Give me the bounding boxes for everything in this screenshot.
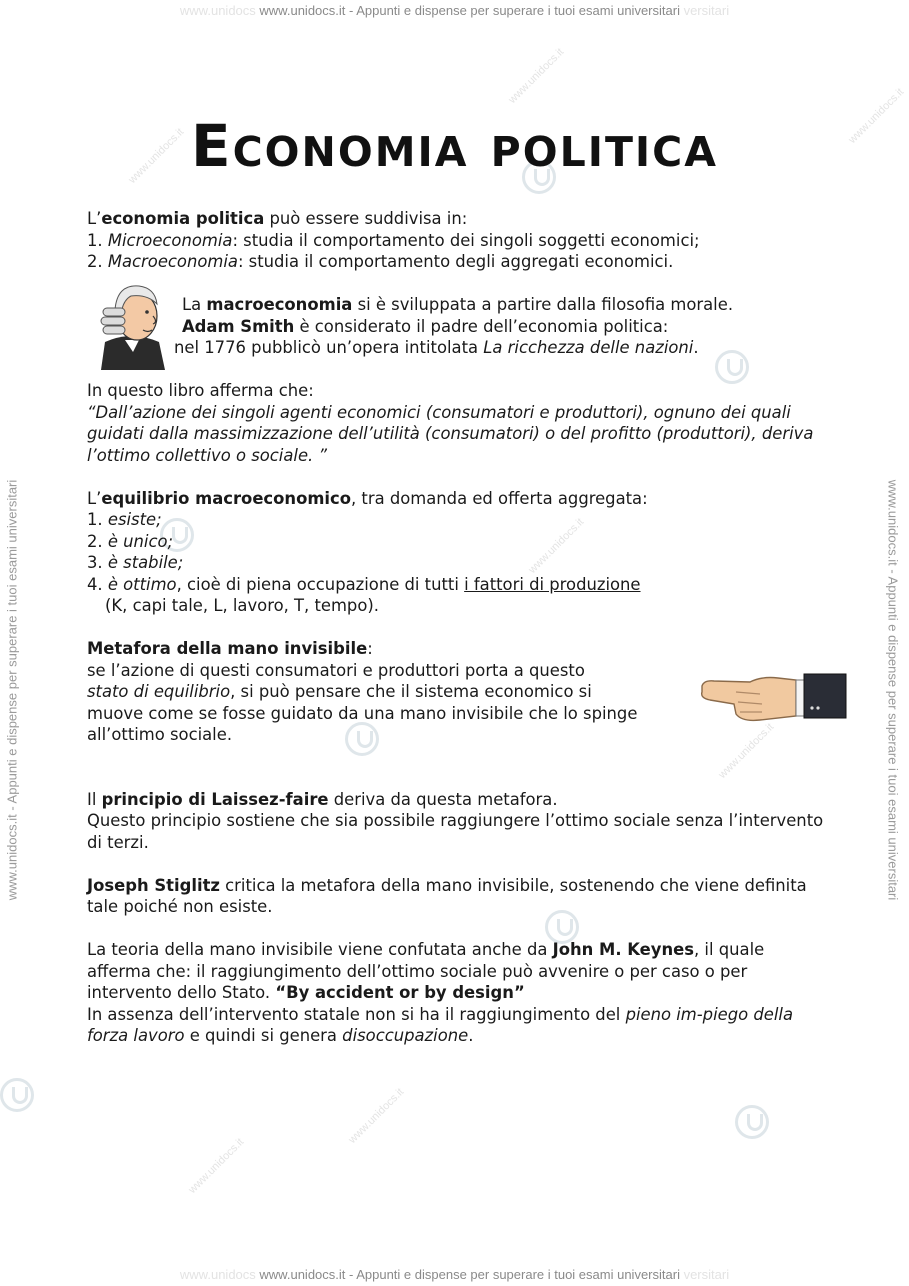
- watermark-faint-right: versitari: [683, 1267, 730, 1282]
- watermark-right: www.unidocs.it - Appunti e dispense per superare i tuoi esami universitari: [885, 479, 901, 901]
- section-heading: Metafora della mano invisibile:: [87, 639, 373, 658]
- diagonal-watermark: www.unidocs.it: [716, 721, 777, 781]
- paragraph: In assenza dell’intervento statale non si ha il raggiungimento del pieno im-piego della forza lavoro e quindi si genera disoccupazione.: [87, 1004, 793, 1045]
- intro-section: [87, 208, 827, 273]
- list-item: 2. è unico;: [87, 531, 174, 551]
- paragraph-line: nel 1776 pubblicò un’opera intitolata La ricchezza delle nazioni.: [174, 338, 699, 357]
- watermark-faint-left: www.unidocs: [179, 3, 256, 18]
- keynes-section: [87, 939, 827, 1047]
- list-item: 1. Microeconomia: studia il comportamento dei singoli soggetti economici;: [87, 230, 700, 250]
- quote-intro: In questo libro afferma che:: [87, 381, 314, 400]
- paragraph-line: all’ottimo sociale.: [87, 725, 233, 744]
- paragraph-line: L’equilibrio macroeconomico, tra domanda ed offerta aggregata:: [87, 488, 648, 508]
- equilibrio-section: [87, 488, 827, 617]
- paragraph-line: Adam Smith è considerato il padre dell’economia politica:: [182, 316, 669, 336]
- diagonal-watermark: www.unidocs.it: [526, 516, 587, 576]
- watermark-text: www.unidocs.it - Appunti e dispense per superare i tuoi esami universitari: [259, 1267, 680, 1282]
- diagonal-watermark: www.unidocs.it: [186, 1136, 247, 1196]
- document-body: [87, 208, 827, 1047]
- smith-section: [87, 294, 827, 359]
- list-item: 2. Macroeconomia: studia il comportamento degli aggregati economici.: [87, 252, 674, 271]
- unidocs-logo-icon: [0, 1078, 34, 1112]
- list-item: 3. è stabile;: [87, 553, 184, 572]
- diagonal-watermark: www.unidocs.it: [126, 126, 187, 186]
- term-economia-politica: economia politica: [101, 209, 265, 228]
- watermark-faint-left: www.unidocs: [179, 1267, 256, 1282]
- diagonal-watermark: www.unidocs.it: [846, 86, 907, 146]
- list-item: 1. esiste;: [87, 510, 162, 529]
- name-adam-smith: Adam Smith: [182, 316, 295, 336]
- paragraph-line: se l’azione di questi consumatori e produttori porta a questo: [87, 660, 585, 680]
- diagonal-watermark: www.unidocs.it: [346, 1086, 407, 1146]
- page-title: Economia politica: [190, 112, 719, 180]
- quote-text: “Dall’azione dei singoli agenti economici (consumatori e produttori), ognuno dei quali guidati dalla massimizzazione dell’utilità (consumatori) o del profitto (produttori), deriva l’ottimo collettivo o sociale. ”: [87, 402, 814, 465]
- watermark-top: [0, 3, 909, 18]
- watermark-text: www.unidocs.it - Appunti e dispense per superare i tuoi esami universitari: [259, 3, 680, 18]
- unidocs-logo-icon: [735, 1105, 769, 1139]
- mano-invisibile-section: [87, 638, 827, 746]
- list-item-sub: (K, capi tale, L, lavoro, T, tempo).: [105, 596, 379, 615]
- laissez-faire-section: [87, 789, 827, 854]
- paragraph: La teoria della mano invisibile viene confutata anche da John M. Keynes, il quale afferma che: il raggiungimento dell’ottimo sociale può avvenire o per caso o per intervento dello Stato. “By accident or by design”: [87, 940, 765, 1002]
- diagonal-watermark: www.unidocs.it: [506, 46, 567, 106]
- watermark-faint-right: versitari: [683, 3, 730, 18]
- quote-section: [87, 380, 827, 466]
- book-title: La ricchezza delle nazioni: [483, 338, 694, 357]
- paragraph-line: muove come se fosse guidato da una mano invisibile che lo spinge: [87, 703, 638, 723]
- stiglitz-section: [87, 875, 827, 918]
- list-item: 4. è ottimo, cioè di piena occupazione di tutti i fattori di produzione: [87, 574, 641, 594]
- intro-line: L’economia politica può essere suddivisa in:: [87, 209, 468, 228]
- paragraph-line: stato di equilibrio, si può pensare che il sistema economico si: [87, 682, 592, 701]
- paragraph: Joseph Stiglitz critica la metafora della mano invisibile, sostenendo che viene definita tale poiché non esiste.: [87, 875, 807, 916]
- paragraph: Questo principio sostiene che sia possibile raggiungere l’ottimo sociale senza l’intervento di terzi.: [87, 811, 824, 852]
- watermark-bottom: [0, 1267, 909, 1282]
- paragraph-line: La macroeconomia si è sviluppata a partire dalla filosofia morale.: [182, 295, 734, 314]
- watermark-left: www.unidocs.it - Appunti e dispense per superare i tuoi esami universitari: [4, 479, 20, 901]
- paragraph-line: Il principio di Laissez-faire deriva da questa metafora.: [87, 789, 558, 809]
